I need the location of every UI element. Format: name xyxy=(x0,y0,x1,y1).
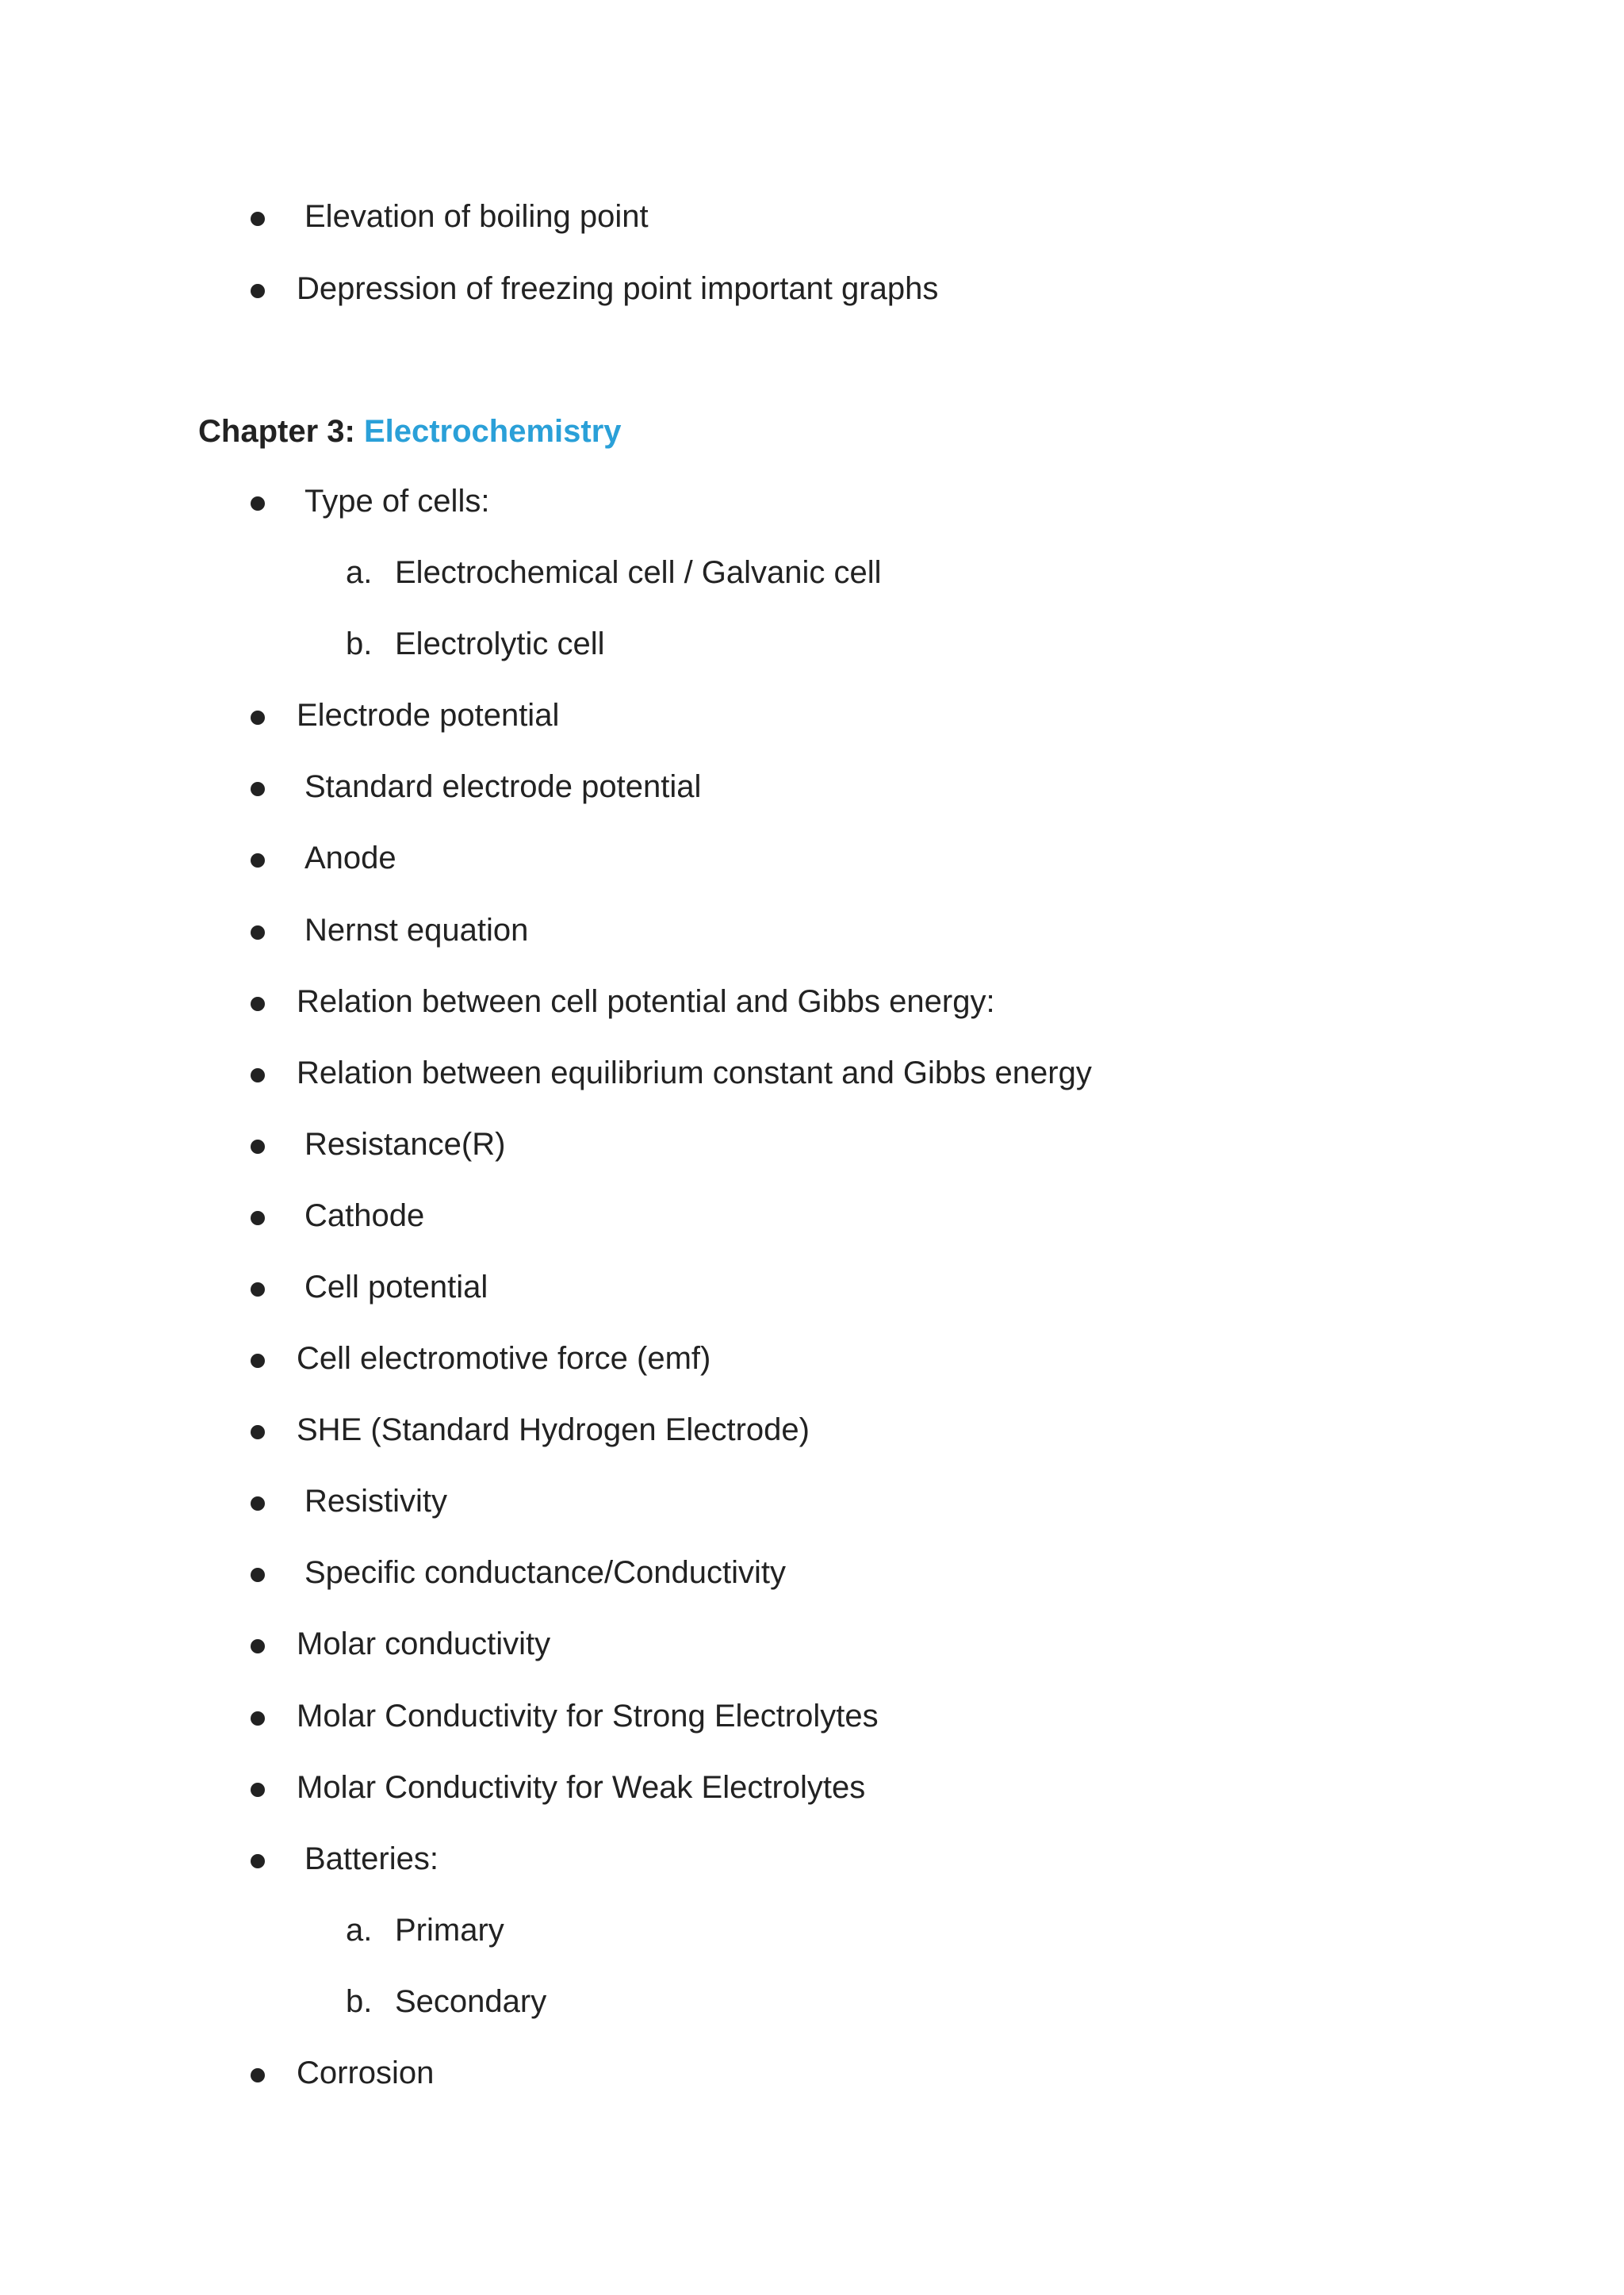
chapter-number: Chapter 3: xyxy=(198,414,364,449)
bullet-icon xyxy=(251,1140,265,1154)
bullet-icon xyxy=(251,1783,265,1797)
bullet-icon xyxy=(251,925,265,940)
bullet-icon xyxy=(251,1568,265,1582)
list-item: Molar Conductivity for Strong Electrolytes xyxy=(297,1699,879,1734)
list-item: Depression of freezing point important graphs xyxy=(297,271,939,306)
list-item: Anode xyxy=(304,841,396,875)
list-marker: b. xyxy=(346,626,373,661)
bullet-icon xyxy=(251,1354,265,1368)
bullet-icon xyxy=(251,1711,265,1726)
list-item: Electrolytic cell xyxy=(395,626,605,661)
list-item: Electrochemical cell / Galvanic cell xyxy=(395,555,882,590)
list-item: Molar Conductivity for Weak Electrolytes xyxy=(297,1770,866,1805)
bullet-icon xyxy=(251,1425,265,1439)
list-item: Relation between cell potential and Gibbs energy: xyxy=(297,984,995,1019)
list-item: Nernst equation xyxy=(304,913,529,948)
list-item: Type of cells: xyxy=(304,484,490,519)
bullet-icon xyxy=(251,284,265,298)
bullet-icon xyxy=(251,1282,265,1297)
list-item: Secondary xyxy=(395,1984,547,2019)
list-item: Specific conductance/Conductivity xyxy=(304,1555,786,1590)
list-item: Cell electromotive force (emf) xyxy=(297,1341,711,1376)
bullet-icon xyxy=(251,1639,265,1653)
bullet-icon xyxy=(251,496,265,511)
list-item: Primary xyxy=(395,1913,504,1948)
bullet-icon xyxy=(251,1068,265,1082)
list-item: Elevation of boiling point xyxy=(304,199,649,234)
bullet-icon xyxy=(251,1854,265,1868)
list-marker: a. xyxy=(346,555,373,590)
bullet-icon xyxy=(251,853,265,868)
list-item: Relation between equilibrium constant and Gibbs energy xyxy=(297,1056,1092,1090)
list-marker: a. xyxy=(346,1913,373,1948)
bullet-icon xyxy=(251,997,265,1011)
bullet-icon xyxy=(251,1496,265,1511)
list-item: Resistance(R) xyxy=(304,1127,506,1162)
list-marker: b. xyxy=(346,1984,373,2019)
list-item: Electrode potential xyxy=(297,698,560,733)
bullet-icon xyxy=(251,2068,265,2082)
bullet-icon xyxy=(251,212,265,226)
list-item: SHE (Standard Hydrogen Electrode) xyxy=(297,1412,810,1447)
chapter-heading xyxy=(198,412,622,450)
list-item: Standard electrode potential xyxy=(304,769,702,804)
list-item: Cell potential xyxy=(304,1270,488,1305)
bullet-icon xyxy=(251,1211,265,1225)
list-item: Resistivity xyxy=(304,1484,448,1519)
list-item: Molar conductivity xyxy=(297,1626,551,1661)
chapter-title: Electrochemistry xyxy=(363,414,622,449)
list-item: Corrosion xyxy=(297,2056,435,2090)
bullet-icon xyxy=(251,782,265,796)
bullet-icon xyxy=(251,711,265,725)
list-item: Batteries: xyxy=(304,1841,439,1876)
list-item: Cathode xyxy=(304,1198,425,1233)
